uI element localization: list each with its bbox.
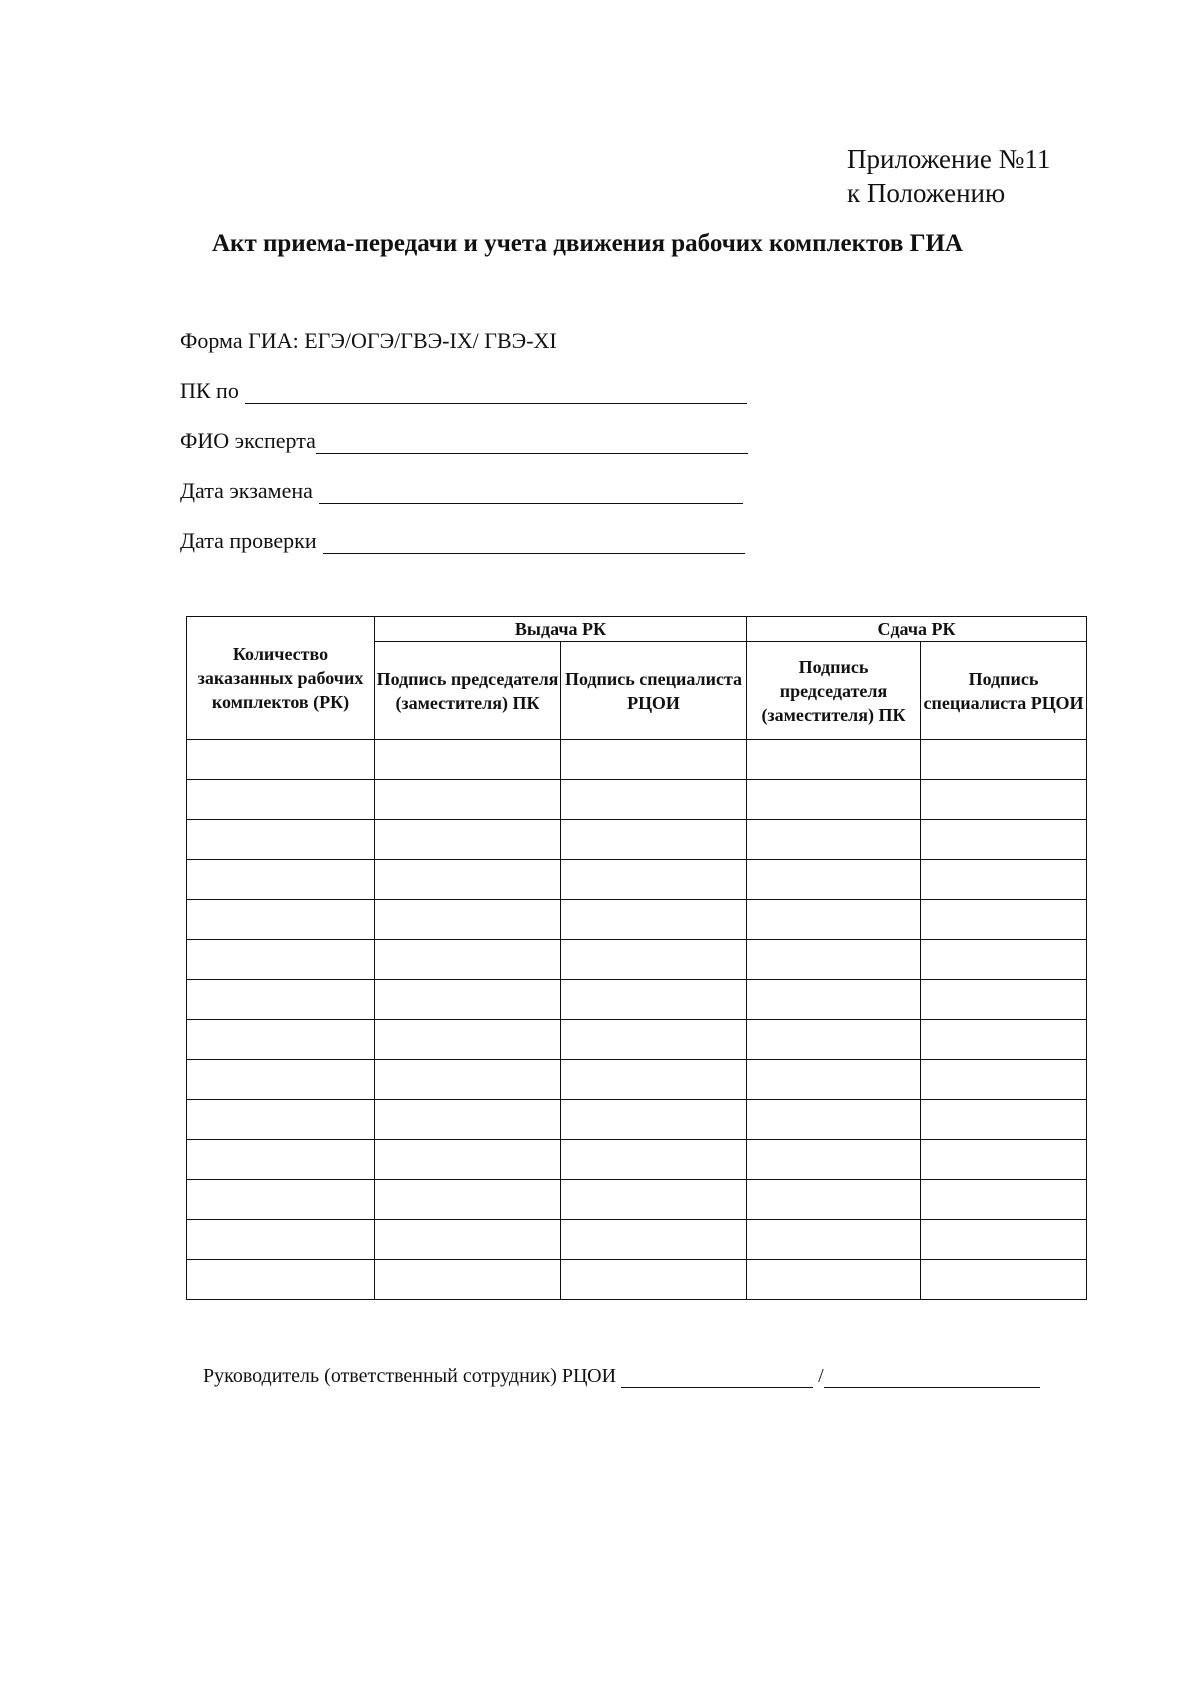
return-chair-signature-cell[interactable] [747,1220,921,1260]
table-row [187,1060,1087,1100]
table-row [187,940,1087,980]
issue-specialist-signature-cell[interactable] [561,740,747,780]
return-specialist-signature-cell[interactable] [921,820,1087,860]
return-specialist-signature-cell[interactable] [921,1060,1087,1100]
return-chair-signature-cell[interactable] [747,1140,921,1180]
return-specialist-signature-cell[interactable] [921,740,1087,780]
check-date-line [180,528,745,554]
expert-line [180,428,748,454]
appendix-reference [847,142,1050,210]
return-specialist-signature-cell[interactable] [921,1260,1087,1300]
return-specialist-signature-cell[interactable] [921,780,1087,820]
expert-label: ФИО эксперта [180,428,316,453]
issue-specialist-signature-cell[interactable] [561,780,747,820]
quantity-cell[interactable] [187,980,375,1020]
quantity-cell[interactable] [187,1020,375,1060]
issue-specialist-signature-header: Подпись специалиста РЦОИ [561,642,747,740]
check-date-label: Дата проверки [180,528,317,553]
quantity-cell[interactable] [187,900,375,940]
quantity-cell[interactable] [187,1260,375,1300]
quantity-cell[interactable] [187,1060,375,1100]
quantity-cell[interactable] [187,1140,375,1180]
return-chair-signature-cell[interactable] [747,860,921,900]
footer-name-input-line[interactable] [824,1371,1040,1388]
footer-signature-line [203,1365,1040,1388]
issue-chair-signature-cell[interactable] [375,1220,561,1260]
table-row [187,1140,1087,1180]
issue-specialist-signature-cell[interactable] [561,900,747,940]
quantity-cell[interactable] [187,860,375,900]
quantity-cell[interactable] [187,1100,375,1140]
quantity-cell[interactable] [187,740,375,780]
issue-chair-signature-cell[interactable] [375,1140,561,1180]
table-row [187,1100,1087,1140]
issue-chair-signature-cell[interactable] [375,820,561,860]
table-row [187,900,1087,940]
issue-specialist-signature-cell[interactable] [561,1260,747,1300]
rk-movement-table [186,616,1087,1300]
quantity-cell[interactable] [187,1220,375,1260]
appendix-number: Приложение №11 [847,144,1051,174]
return-specialist-signature-cell[interactable] [921,1220,1087,1260]
return-chair-signature-cell[interactable] [747,780,921,820]
table-body [187,740,1087,1300]
document-title: Акт приема-передачи и учета движения рабочих комплектов ГИА [212,230,963,257]
exam-date-input-line[interactable] [319,483,743,504]
issue-specialist-signature-cell[interactable] [561,860,747,900]
quantity-column-header: Количество заказанных рабочих комплектов (РК) [187,617,375,740]
table-row [187,820,1087,860]
issue-chair-signature-cell[interactable] [375,1180,561,1220]
issue-specialist-signature-cell[interactable] [561,1100,747,1140]
quantity-cell[interactable] [187,820,375,860]
issue-specialist-signature-cell[interactable] [561,1140,747,1180]
quantity-cell[interactable] [187,940,375,980]
issue-chair-signature-cell[interactable] [375,740,561,780]
table-row [187,740,1087,780]
return-chair-signature-cell[interactable] [747,900,921,940]
check-date-input-line[interactable] [323,533,745,554]
form-type-label: Форма ГИА: ЕГЭ/ОГЭ/ГВЭ-IX/ ГВЭ-XI [180,328,557,353]
issue-chair-signature-cell[interactable] [375,1060,561,1100]
issue-group-header: Выдача РК [375,617,747,642]
return-specialist-signature-cell[interactable] [921,1100,1087,1140]
return-chair-signature-cell[interactable] [747,940,921,980]
issue-chair-signature-cell[interactable] [375,1260,561,1300]
issue-chair-signature-cell[interactable] [375,900,561,940]
return-specialist-signature-header: Подпись специалиста РЦОИ [921,642,1087,740]
return-chair-signature-cell[interactable] [747,1260,921,1300]
issue-specialist-signature-cell[interactable] [561,1060,747,1100]
issue-specialist-signature-cell[interactable] [561,980,747,1020]
exam-date-line [180,478,743,504]
return-chair-signature-cell[interactable] [747,820,921,860]
issue-specialist-signature-cell[interactable] [561,1220,747,1260]
issue-chair-signature-cell[interactable] [375,980,561,1020]
issue-chair-signature-cell[interactable] [375,1020,561,1060]
table-row [187,860,1087,900]
return-specialist-signature-cell[interactable] [921,1180,1087,1220]
table-row [187,1260,1087,1300]
table-group-header-row [187,617,1087,642]
issue-chair-signature-cell[interactable] [375,1100,561,1140]
pk-line [180,378,747,404]
issue-specialist-signature-cell[interactable] [561,820,747,860]
issue-specialist-signature-cell[interactable] [561,940,747,980]
table-row [187,1180,1087,1220]
return-specialist-signature-cell[interactable] [921,900,1087,940]
return-specialist-signature-cell[interactable] [921,980,1087,1020]
exam-date-label: Дата экзамена [180,478,313,503]
table-row [187,1020,1087,1060]
return-group-header: Сдача РК [747,617,1087,642]
footer-signature-label: Руководитель (ответственный сотрудник) РЦОИ [203,1365,617,1387]
footer-separator: / [818,1365,824,1387]
appendix-regulation: к Положению [847,178,1006,208]
return-specialist-signature-cell[interactable] [921,940,1087,980]
issue-chair-signature-cell[interactable] [375,940,561,980]
quantity-cell[interactable] [187,780,375,820]
issue-chair-signature-cell[interactable] [375,860,561,900]
table-row [187,1220,1087,1260]
form-type-line [180,328,557,354]
issue-specialist-signature-cell[interactable] [561,1180,747,1220]
return-chair-signature-header: Подпись председателя (заместителя) ПК [747,642,921,740]
table-row [187,780,1087,820]
pk-input-line[interactable] [245,383,747,404]
footer-signature-input-line[interactable] [621,1371,813,1388]
expert-input-line[interactable] [316,433,748,454]
return-chair-signature-cell[interactable] [747,1180,921,1220]
issue-chair-signature-header: Подпись председателя (заместителя) ПК [375,642,561,740]
return-chair-signature-cell[interactable] [747,980,921,1020]
issue-chair-signature-cell[interactable] [375,780,561,820]
pk-label: ПК по [180,378,239,403]
return-chair-signature-cell[interactable] [747,740,921,780]
return-chair-signature-cell[interactable] [747,1100,921,1140]
issue-specialist-signature-cell[interactable] [561,1020,747,1060]
return-chair-signature-cell[interactable] [747,1060,921,1100]
table-row [187,980,1087,1020]
return-specialist-signature-cell[interactable] [921,1140,1087,1180]
return-specialist-signature-cell[interactable] [921,1020,1087,1060]
return-specialist-signature-cell[interactable] [921,860,1087,900]
quantity-cell[interactable] [187,1180,375,1220]
return-chair-signature-cell[interactable] [747,1020,921,1060]
